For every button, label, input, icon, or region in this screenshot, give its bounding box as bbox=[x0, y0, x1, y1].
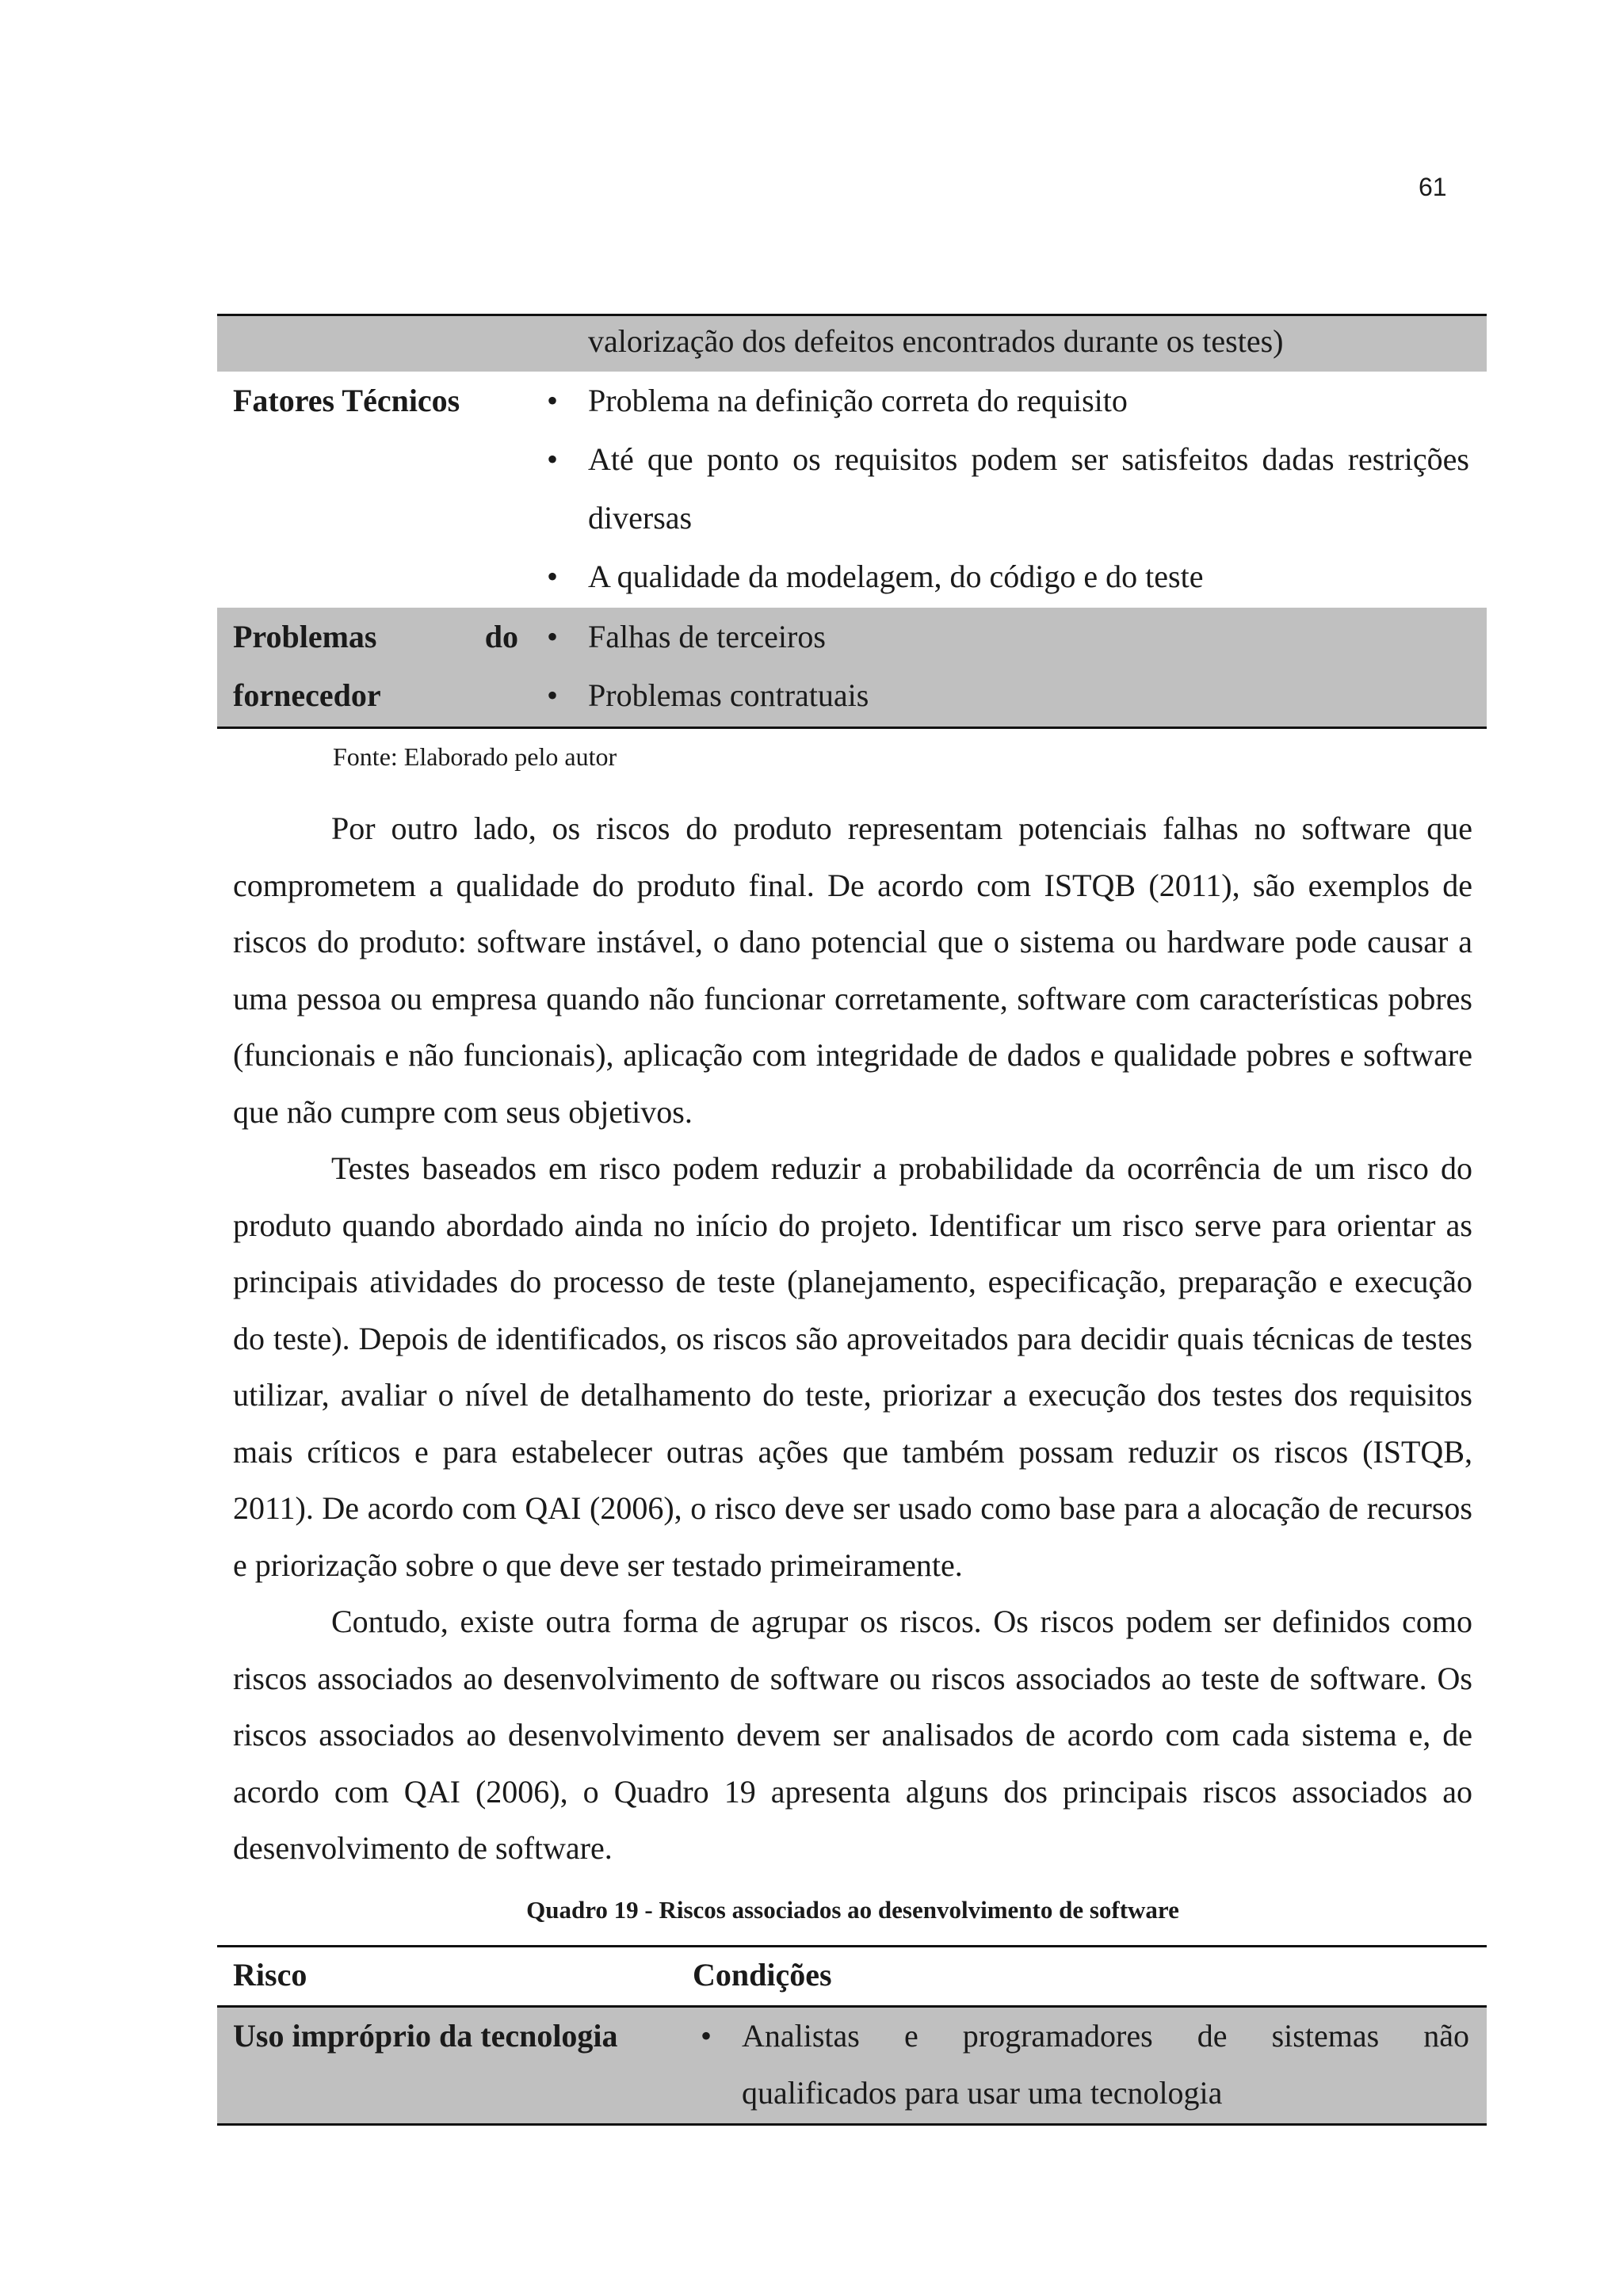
page-number: 61 bbox=[1419, 173, 1447, 201]
bullet-icon: • bbox=[547, 383, 559, 418]
row-label bbox=[233, 608, 518, 725]
bullet-icon: • bbox=[547, 441, 559, 477]
table-header bbox=[217, 1945, 1487, 2008]
list-item-text: Analistas e programadores de sistemas não bbox=[742, 2018, 1469, 2054]
row-label-part: fornecedor bbox=[233, 677, 381, 713]
table-row bbox=[217, 372, 1487, 608]
list-item-text: Problemas contratuais bbox=[588, 677, 869, 713]
body-text bbox=[233, 800, 1472, 1877]
table-row bbox=[217, 608, 1487, 727]
row-label: Uso impróprio da tecnologia bbox=[233, 2018, 618, 2054]
list-item bbox=[547, 666, 1469, 725]
list-item bbox=[701, 2008, 1469, 2122]
quadro-caption: Quadro 19 - Riscos associados ao desenvolvimento de software bbox=[526, 1896, 1179, 1924]
list-item-text: Problema na definição correta do requisito bbox=[588, 383, 1128, 418]
paragraph: Contudo, existe outra forma de agrupar os riscos. Os riscos podem ser definidos como riscos associados ao desenvolvimento de software ou riscos associados ao teste de software. Os riscos associados ao desenvolvimento devem ser analisados de acordo com cada sistema e, de acordo com QAI (2006), o Quadro 19 apresenta alguns dos principais riscos associados ao desenvolvimento de software. bbox=[233, 1604, 1472, 1866]
list-item bbox=[547, 430, 1469, 547]
list-item-text: Até que ponto os requisitos podem ser satisfeitos dadas restrições bbox=[588, 441, 1469, 477]
bullet-icon: • bbox=[547, 559, 559, 594]
list-item-text: diversas bbox=[588, 500, 693, 536]
paragraph: Testes baseados em risco podem reduzir a probabilidade da ocorrência de um risco do produto quando abordado ainda no início do projeto. Identificar um risco serve para orientar as principais atividades do processo de teste (planejamento, especificação, preparação e execução do teste). Depois de identificados, os riscos são aproveitados para decidir quais técnicas de testes utilizar, avaliar o nível de detalhamento do teste, priorizar a execução dos testes dos requisitos mais críticos e para estabelecer outras ações que também possam reduzir os riscos (ISTQB, 2011). De acordo com QAI (2006), o risco deve ser usado como base para a alocação de recursos e priorização sobre o que deve ser testado primeiramente. bbox=[233, 1150, 1472, 1583]
table-source: Fonte: Elaborado pelo autor bbox=[333, 742, 617, 771]
table-row bbox=[217, 2008, 1487, 2126]
list-item-text: Falhas de terceiros bbox=[588, 619, 826, 654]
cell-text: valorização dos defeitos encontrados durante os testes) bbox=[588, 323, 1284, 359]
row-label-part: Problemas bbox=[233, 619, 377, 654]
bullet-icon: • bbox=[701, 2018, 712, 2054]
list-item bbox=[547, 608, 1469, 666]
row-label-part: do bbox=[484, 619, 518, 654]
row-label: Fatores Técnicos bbox=[233, 383, 460, 418]
bullet-icon: • bbox=[547, 677, 559, 713]
table-row bbox=[217, 316, 1487, 372]
quadro-19-table bbox=[217, 1945, 1487, 2126]
list-item-text: qualificados para usar uma tecnologia bbox=[742, 2075, 1223, 2111]
list-item-text: A qualidade da modelagem, do código e do teste bbox=[588, 559, 1204, 594]
column-header-condicoes: Condições bbox=[693, 1957, 832, 1993]
paragraph: Por outro lado, os riscos do produto representam potenciais falhas no software que comprometem a qualidade do produto final. De acordo com ISTQB (2011), são exemplos de riscos do produto: software instável, o dano potencial que o sistema ou hardware pode causar a uma pessoa ou empresa quando não funcionar corretamente, software com características pobres (funcionais e não funcionais), aplicação com integridade de dados e qualidade pobres e software que não cumpre com seus objetivos. bbox=[233, 810, 1472, 1130]
bullet-icon: • bbox=[547, 619, 559, 654]
column-header-risco: Risco bbox=[233, 1957, 307, 1993]
continued-table bbox=[217, 314, 1487, 729]
list-item bbox=[547, 547, 1469, 606]
list-item bbox=[547, 372, 1469, 430]
